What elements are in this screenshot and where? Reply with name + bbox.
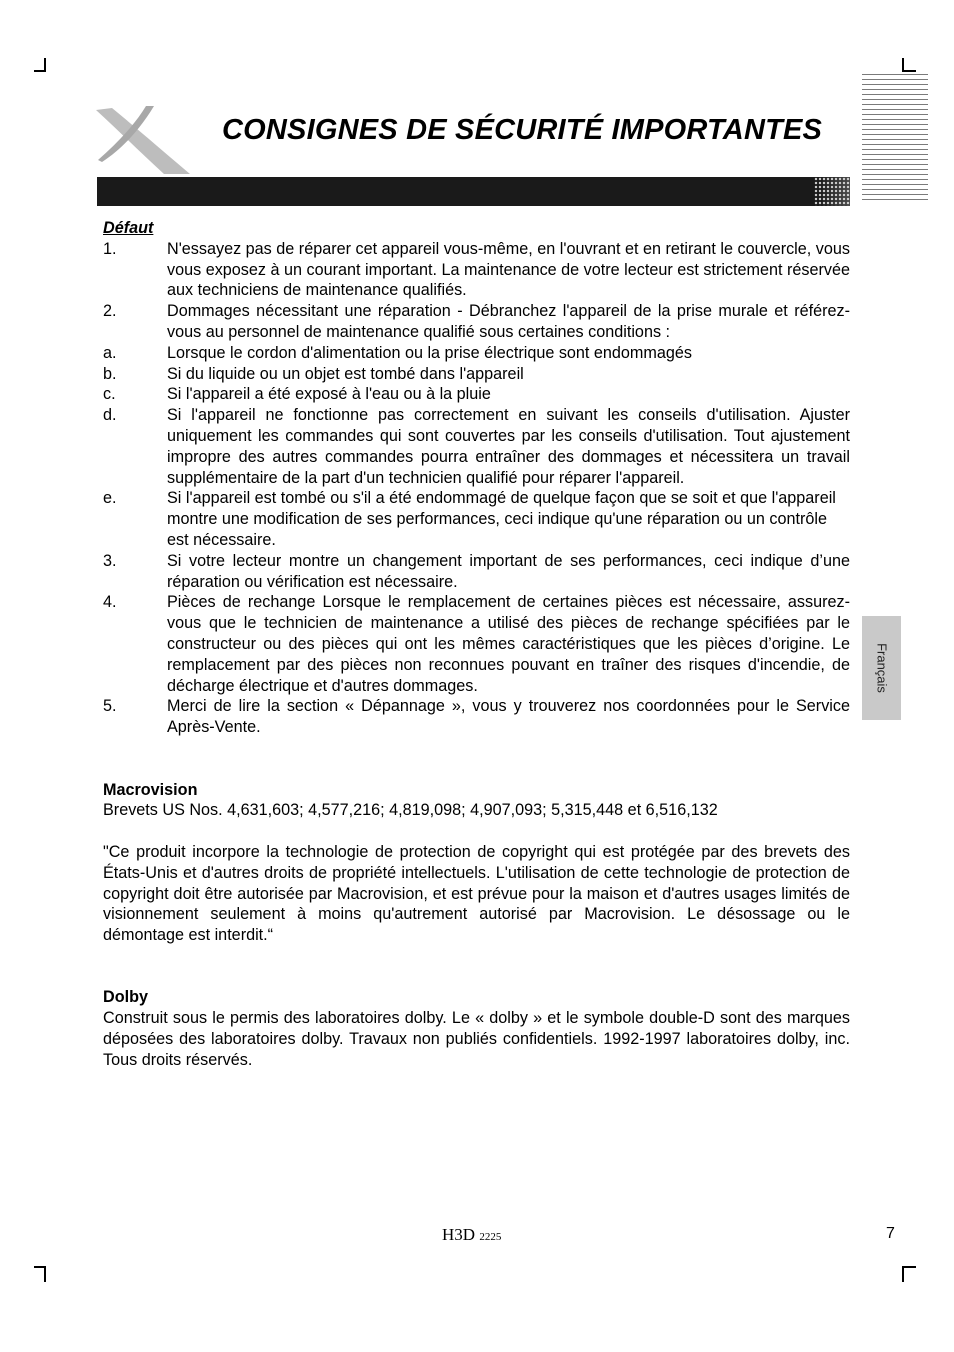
model-number: 2225 [479,1231,502,1243]
crop-mark-bottom-left [34,1266,46,1282]
list-item-text: Si l'appareil est tombé ou s'il a été endommagé de quelque façon que se soit et que l'appareil montre une modification de ses performances, ceci indique qu'une réparation ou un contrôle est nécessaire. [167,489,836,549]
dolby-heading: Dolby [103,988,148,1007]
list-item-text: Lorsque le cordon d'alimentation ou la prise électrique sont endommagés [167,343,693,362]
list-item-number: d. [103,406,117,425]
list-item-text: Si du liquide ou un objet est tombé dans l'appareil [167,364,524,383]
list-item [103,239,850,301]
macrovision-heading: Macrovision [103,780,198,799]
list-item-text: Dommages nécessitant une réparation - Débranchez l'appareil de la prise murale et référez-vous au personnel de maintenance qualifié sous certaines conditions : [167,302,850,341]
list-item-text: Merci de lire la section « Dépannage », vous y trouverez nos coordonnées pour le Service Après-Vente. [167,697,850,737]
crop-mark-top-right [902,58,916,72]
list-item [103,405,850,488]
page-number: 7 [886,1225,895,1242]
list-item [103,551,850,593]
content [103,218,850,1071]
footer-model [442,1225,501,1245]
list-item-text: Si votre lecteur montre un changement important de ses performances, ceci indique d’une réparation ou vérification est nécessaire. [167,551,850,591]
crop-mark-top-left [34,58,46,72]
list-item [103,592,850,696]
title-bar-dots [814,177,850,206]
page-title: CONSIGNES DE SÉCURITÉ IMPORTANTES [222,114,823,146]
list-item-number: 4. [103,593,117,612]
language-tab [862,616,901,720]
list-item [103,364,850,385]
list-item [103,488,850,550]
list-item-number: 2. [103,302,117,321]
list-item-text: Si l'appareil ne fonctionne pas correctement en suivant les conseils d'utilisation. Ajuster uniquement les commandes qui sont couvertes par les conseils d'utilisation. Tout ajustement impropre des autres commandes pourra entraîner des dommages et nécessitera un travail supplémentaire de la part d'un technicien qualifié pour réparer l'appareil. [167,406,850,487]
list-item-text: Si l'appareil a été exposé à l'eau ou à la pluie [167,385,491,404]
model-name: H3D [442,1225,476,1244]
list-item-number: a. [103,343,117,362]
language-tab-label: Français [874,643,889,693]
macrovision-text: "Ce produit incorpore la technologie de protection de copyright qui est protégée par des brevets des États-Unis et d'autres droits de propriété intellectuels. L'utilisation de cette technologie de protection de copyright doit être autorisée par Macrovision, et est prévue pour la maison et d'autres usages limités de visionnement seulement à moins qu'autrement autorisé par Macrovision. Le désossage ou le démontage est interdit.“ [103,842,850,945]
list-item-number: 5. [103,697,117,716]
list-item-number: 3. [103,551,117,570]
list-item-number: 1. [103,239,117,258]
list-item-number: c. [103,385,116,404]
list-item-number: b. [103,364,117,383]
dolby-text: Construit sous le permis des laboratoires dolby. Le « dolby » et le symbole double-D sont des marques déposées des laboratoires dolby. Travaux non publiés confidentiels. 1992-1997 laboratoires dolby, inc. Tous droits réservés. [103,1009,850,1069]
list-item-text: N'essayez pas de réparer cet appareil vous-même, en l'ouvrant et en retirant le couvercle, vous vous exposez à un courant important. La maintenance de votre lecteur est strictement réservée aux techniciens de maintenance qualifiés. [167,239,850,300]
list-item [103,301,850,343]
macrovision-patents: Brevets US Nos. 4,631,603; 4,577,216; 4,819,098; 4,907,093; 5,315,448 et 6,516,132 [103,801,718,820]
list-item [103,384,850,405]
decorative-stripes [862,74,928,200]
list-item [103,343,850,364]
crop-mark-bottom-right [902,1266,916,1282]
defaut-heading: Défaut [103,219,154,237]
x-logo-icon [94,104,194,176]
list-item-number: e. [103,489,117,508]
list-item-text: Pièces de rechange Lorsque le remplacement de certaines pièces est nécessaire, assurez-vous que le technicien de maintenance a utilisé des pièces de rechange spécifiées par le constructeur ou des pièces qui ont les mêmes caractéristiques que les pièces d’origine. Le remplacement par des pièces non reconnues pouvant en traîner des risques d'incendie, de décharge électrique et d'autres dommages. [167,593,850,695]
title-bar [97,177,850,206]
list-item [103,696,850,738]
